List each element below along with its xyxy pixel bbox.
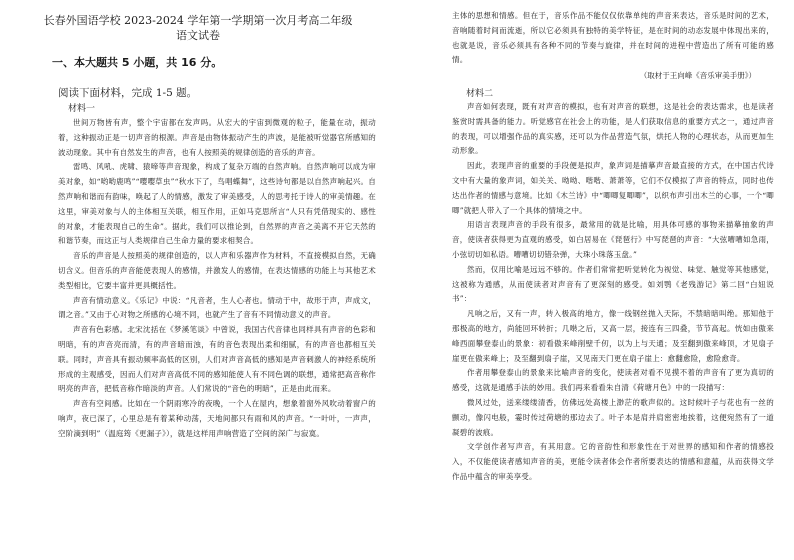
material-one-continued <box>452 9 774 68</box>
section-heading: 一、本大题共 5 小题，共 16 分。 <box>52 56 223 69</box>
exam-subject: 语文试卷 <box>176 29 220 42</box>
paragraph: 世间万物皆有声，整个宇宙都在发声吗。从宏大的宇宙到微观的粒子，能量在动，振动着，这种振动正是一切声音的根源。声音是由物体振动产生的声波，是能被听觉器官所感知的波动现象。其中有自然发生的声音，也有人按照美的规律创造的音乐的声音。 <box>58 118 376 157</box>
material-two-label: 材料二 <box>466 89 494 99</box>
paragraph: 声音有空间感。比如在一个阴雨寒冷的夜晚，一个人在屋内，想象着窗外风吹动着窗户的响声，夜已深了，心里总是有着某种动荡，天地间都只有雨和风的声音。“一叶叶，一声声，空阶滴到明”（温庭筠《更漏子》），就是这样用声响营造了空间的深广与寂寞。 <box>58 399 376 438</box>
paragraph: 雷鸣、风吼、虎啸、猿啼等声音现象，构成了复杂万端的自然声响。自然声响可以成为审美对象，如“哟哟鹿鸣”“嘤嘤草虫”“秋水下了，鸟唱蝶舞”，这些诗句都是以自然声响起兴。自然声响和谐而有韵味，唤起了人的情感，激发了审美感受，人的思考托于诗人的审美情趣。在这里，审美对象与人的主体相互关联，相互作用，正如马克思所言“人只有凭借现实的、感性的对象，才能表现自己的生命”。据此，我们可以推论到，自然界的声音之美离不开它天然的和谐节奏，而这正与人类规律自己生命力量的要求相契合。 <box>58 162 376 246</box>
paragraph: 用语言表现声音的手段有很多，最常用的就是比喻，用具体可感的事物来描摹抽象的声音，使读者获得更为直观的感受，如白居易在《琵琶行》中写琵琶的声音：“大弦嘈嘈如急雨，小弦切切如私语。嘈嘈切切错杂弹，大珠小珠落玉盘。” <box>452 220 774 259</box>
paragraph: 然而，仅用比喻是远远不够的。作者们常常把听觉转化为视觉、味觉、触觉等其他感觉，这被称为通感，从而使读者对声音有了更深刻的感受。如刘鹗《老残游记》第二回“白妞说书”： <box>452 264 774 304</box>
material-one-label: 材料一 <box>68 104 96 114</box>
reading-instruction: 阅读下面材料，完成 1-5 题。 <box>58 87 198 99</box>
paragraph: 声音如何表现，既有对声音的模拟，也有对声音的联想，这是社会的表达需求，也是读者鉴赏时需具备的能力。听觉感官在社会上的功能，是人们获取信息的重要方式之一，通过声音的表现，可以增强作品的真实感，还可以为作品营造气氛，烘托人物的心理状态，从而更加生动形象。 <box>452 102 774 156</box>
paragraph: 作者用攀登泰山的景象来比喻声音的变化，使读者对看不见摸不着的声音有了更为真切的感受，这就是通感手法的妙用。我们再来看看朱自清《荷塘月色》中的一段描写： <box>452 368 774 393</box>
paragraph: 因此，表现声音的重要的手段便是拟声，象声词是描摹声音最直接的方式，在中国古代诗文中有大量的象声词，如关关、呦呦、喈喈、萧萧等，它们不仅模拟了声音的特点，同时也传达出作者的情感与意境。比如《木兰诗》中“唧唧复唧唧”，以织布声引出木兰的心事，一个“唧唧”就把人带入了一个具体的情境之中。 <box>452 161 774 215</box>
material-one-body <box>58 116 376 442</box>
paragraph: 文学创作者写声音，有其用意。它的音韵性和形象性在于对世界的感知和作者的情感投入，不仅能使读者感知声音的美，更能令读者体会作者所要表达的情感和意蕴，从而获得文学作品中蕴含的审美享受。 <box>452 442 774 481</box>
paragraph: 凡响之后，又有一声，转入极高的地方，像一线钢丝抛入天际，不禁暗暗叫绝。那知他于那极高的地方，尚能回环转折；几啭之后，又高一层，接连有三四叠，节节高起。恍如由傲来峰西面攀登泰山的景象：初看傲来峰削壁千仞，以为上与天通；及至翻到傲来峰顶，才见扇子崖更在傲来峰上；及至翻到扇子崖，又见南天门更在扇子崖上：愈翻愈险，愈险愈奇。 <box>452 309 774 363</box>
material-two-body <box>452 100 774 485</box>
exam-title: 长春外国语学校 2023-2024 学年第一学期第一次月考高二年级 <box>43 14 353 27</box>
paragraph: 微风过处，送来缕缕清香，仿佛远处高楼上渺茫的歌声似的。这时候叶子与花也有一丝的颤动，像闪电般，霎时传过荷塘的那边去了。叶子本是肩并肩密密地挨着，这便宛然有了一道凝碧的波痕。 <box>452 397 774 437</box>
paragraph: 声音有色彩感。北宋沈括在《梦溪笔谈》中曾说，我国古代音律也同样具有声音的色彩和明暗，有的声音亮而清，有的声音暗而浊，有的音色表现出柔和细腻，有的声音也都相互关联。同时，声音具有振动频率高低的区别，人们对声音高低的感知是声音刺激人的神经系统所形成的主观感受，因而人们对声音高低不同的感知能使人有不同色调的联想，通常把高音称作明亮的声音，把低音称作暗淡的声音。人们常说的“音色的明暗”，正是由此而来。 <box>58 325 376 394</box>
paragraph: 音乐的声音是人按照美的规律创造的，以人声和乐器声作为材料，不直接模拟自然，无确切含义。但音乐的声音能使表现人的感情，并激发人的感情，在表达情感的功能上与其他艺术类型相比，它要丰富并更具概括性。 <box>58 251 376 290</box>
left-column <box>0 0 396 560</box>
paragraph: 声音有情动意义。《乐记》中说：“凡音者，生人心者也。情动于中，故形于声，声成文，谓之音。”又由于心对物之所感的心境不同，也就产生了音有不同情动意义的声音。 <box>58 295 376 320</box>
paragraph: 主体的思想和情感。但在于，音乐作品不能仅仅依靠单纯的声音来表达，音乐是时间的艺术，音响随着时间而流逝，所以它必须具有独特的美学特征，是在时间的动态发展中体现出来的，也就是说，音乐必须具有各种不同的节奏与旋律，并在时间的进程中营造出了所有可能的感情。 <box>452 11 774 65</box>
source-citation: （取材于王向峰《音乐审美手册》） <box>639 71 756 80</box>
right-column <box>398 0 794 560</box>
